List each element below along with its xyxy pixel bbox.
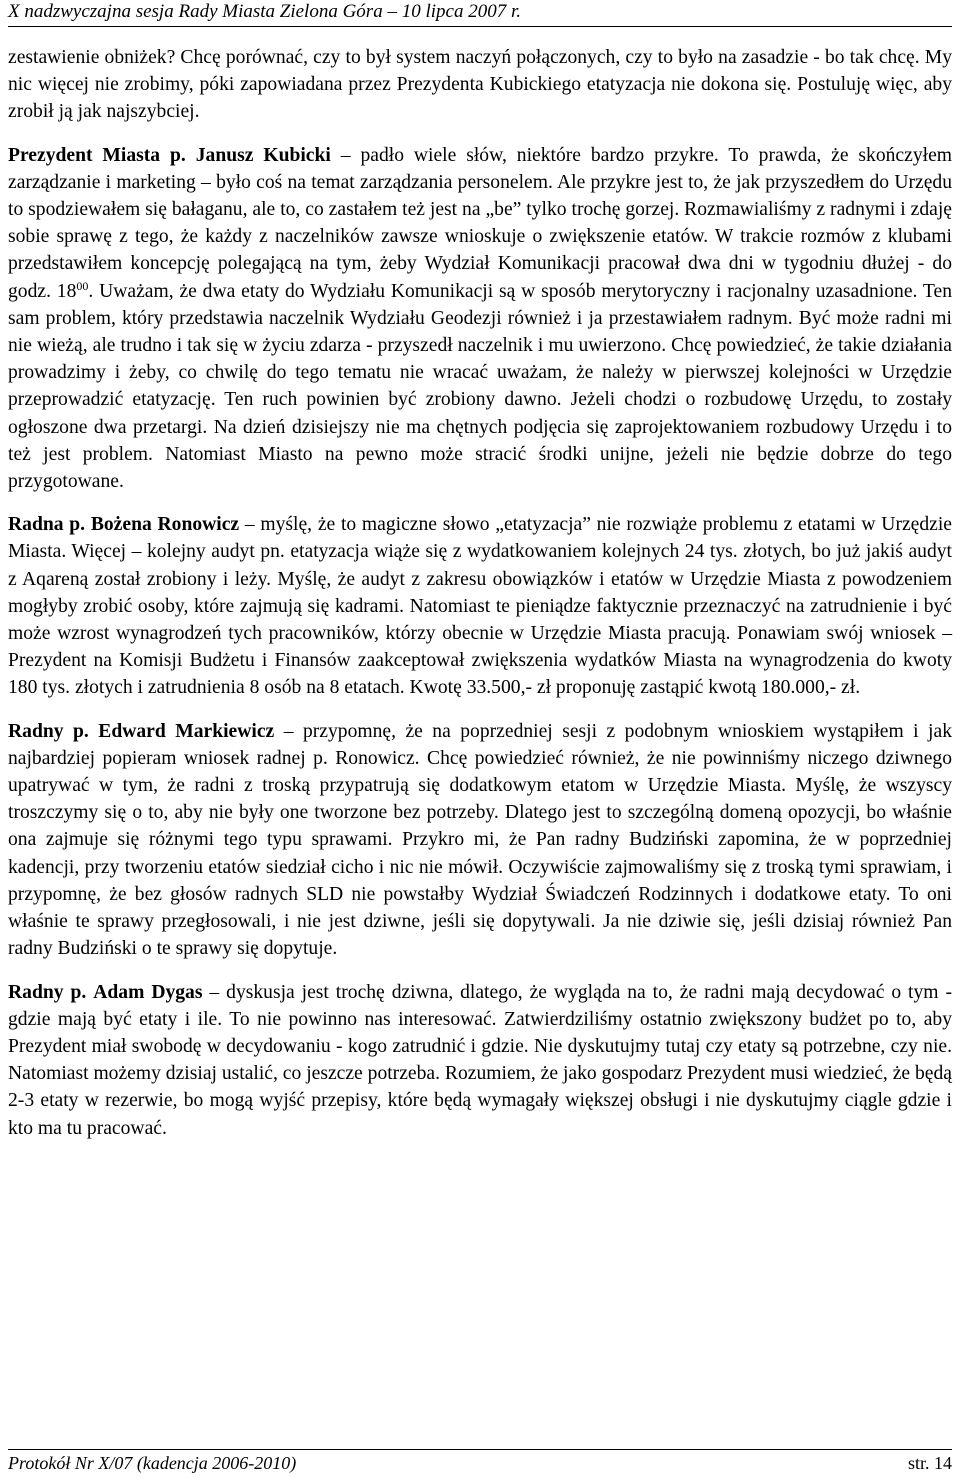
- paragraph-markiewicz: [8, 718, 952, 963]
- paragraph-kubicki: [8, 142, 952, 496]
- speech-text: – padło wiele słów, niektóre bardzo przykre. To prawda, że skończyłem zarządzanie i marketing – było coś na temat zarządzania personelem. Ale przykre jest to, że jak przyszedłem do Urzędu to spodziewałem się bałaganu, ale to, co zastałem też jest na „be” tylko trochę gorzej. Rozmawialiśmy z radnymi i zdaję sobie sprawę z tego, że każdy z naczelników zawsze wnioskuje o zwiększenie etatów. W trakcie rozmów z klubami przedstawiłem koncepcję polegającą na tym, żeby Wydział Komunikacji pracował dwa dni w tygodniu dłużej - do godz. 18: [8, 144, 953, 302]
- speaker-title: Prezydent Miasta p.: [8, 144, 186, 166]
- page-number: str. 14: [907, 1453, 952, 1473]
- speech-text: – przypomnę, że na poprzedniej sesji z podobnym wnioskiem wystąpiłem i jak najbardziej popieram wniosek radnej p. Ronowicz. Chcę powiedzieć również, że nie powinniśmy niczego dziwnego upatrywać w tym, że radni z troską przypatrują się dodatkowym etatom w Urzędzie Miasta. Myślę, że wszyscy troszczymy się o to, aby nie były one tworzone bez potrzeby. Dlatego jest to szczególną domeną opozycji, bo właśnie ona zajmuje się różnymi tego typu sprawami. Przykro mi, że Pan radny Budziński zapomina, że w poprzedniej kadencji, przy tworzeniu etatów siedział cicho i nic nie mówił. Oczywiście zajmowaliśmy się z troską tymi sprawiam, i przypomnę, że bez głosów radnych SLD nie powstałby Wydział Świadczeń Rodzinnych i dodatkowe etaty. To oni właśnie te sprawy przegłosowali, i nie jest dziwne, jeśli się dopytywali. Ja nie dziwie się, jeśli dzisiaj również Pan radny Budziński o te sprawy się dopytuje.: [8, 720, 952, 960]
- header-title: X nadzwyczajna sesja Rady Miasta Zielona Góra – 10 lipca 2007 r.: [8, 1, 521, 22]
- speaker-name: Janusz Kubicki: [195, 144, 331, 166]
- footer-protocol-label: Protokół Nr X/07 (kadencja 2006-2010): [8, 1453, 297, 1473]
- speech-text: – myślę, że to magiczne słowo „etatyzacja” nie rozwiąże problemu z etatami w Urzędzie Miasta. Więcej – kolejny audyt pn. etatyzacja wiąże się z wydatkowaniem kolejnych 24 tys. złotych, bo już jakiś audyt z Aqareną został zrobiony i leży. Myślę, że audyt z zakresu obowiązków i etatów w Urzędzie Miasta z powodzeniem mogłyby zrobić osoby, które zajmują się kadrami. Natomiast te pieniądze faktycznie przeznaczyć na zatrudnienie i być może wzrost wynagrodzeń tych pracowników, którzy obecnie w Urzędzie Miasta pracują. Ponawiam swój wniosek – Prezydent na Komisji Budżetu i Finansów zaakceptował zwiększenia wydatków Miasta na wynagrodzenia do kwoty 180 tys. złotych i zatrudnienia 8 osób na 8 etatach. Kwotę 33.500,- zł proponuję zastąpić kwotą 180.000,- zł.: [8, 514, 953, 699]
- speaker-title: Radny p.: [8, 981, 87, 1003]
- paragraph-ronowicz: [8, 511, 952, 701]
- speaker-name: Edward Markiewicz: [98, 720, 275, 742]
- document-body: [8, 44, 952, 1142]
- page-header: [8, 0, 952, 27]
- speech-text: – dyskusja jest trochę dziwna, dlatego, że wygląda na to, że radni mają decydować o tym - gdzie mają być etaty i ile. To nie powinno nas interesować. Zatwierdziliśmy ostatnio zwiększony budżet po to, aby Prezydent miał swobodę w decydowaniu - kogo zatrudnić i gdzie. Nie dyskutujmy tutaj czy etaty są potrzebne, czy nie. Natomiast możemy dzisiaj ustalić, co jeszcze potrzeba. Rozumiem, że jako gospodarz Prezydent musi wiedzieć, że będą 2-3 etaty w rezerwie, bo mogą wyjść przepisy, które będą wymagały większej obsługi i nie dyskutujmy ciągle gdzie i kto ma tu pracować.: [8, 981, 952, 1139]
- speaker-title: Radna p.: [8, 514, 86, 536]
- speaker-name: Adam Dygas: [93, 981, 203, 1003]
- superscript-minutes: 00: [76, 278, 89, 293]
- speaker-title: Radny p.: [8, 720, 89, 742]
- page-footer: [8, 1449, 952, 1476]
- speech-text-cont: . Uważam, że dwa etaty do Wydziału Komunikacji są w sposób merytoryczny i racjonalny uzasadnione. Ten sam problem, który przedstawia naczelnik Wydziału Geodezji również i ja przestawiałem radnym. Być może radni mi nie wieżą, ale trudno i tak się w życiu zdarza - przyszedł naczelnik i mu uwierzono. Chcę powiedzieć, że takie działania prowadzimy i żeby, co chwilę do tego tematu nie wracać uważam, że należy w pierwszej kolejności w Urzędzie przeprowadzić etatyzację. Ten ruch powinien być zrobiony dawno. Jeżeli chodzi o rozbudowę Urzędu, to zostały ogłoszone dwa przetargi. Na dzień dzisiejszy nie ma chętnych podjęcia się zaprojektowaniem rozbudowy Urzędu i to też jest problem. Natomiast Miasto na pewno może stracić środki unijne, jeżeli nie będzie dobrze do tego przygotowane.: [8, 280, 952, 493]
- paragraph-continuation: zestawienie obniżek? Chcę porównać, czy to był system naczyń połączonych, czy to było na zasadzie - bo tak chcę. My nic więcej nie zrobimy, póki zapowiadana przez Prezydenta Kubickiego etatyzacja nie dokona się. Postuluję więc, aby zrobił ją jak najszybciej.: [8, 47, 952, 123]
- paragraph-dygas: [8, 979, 952, 1142]
- speaker-name: Bożena Ronowicz: [90, 514, 240, 536]
